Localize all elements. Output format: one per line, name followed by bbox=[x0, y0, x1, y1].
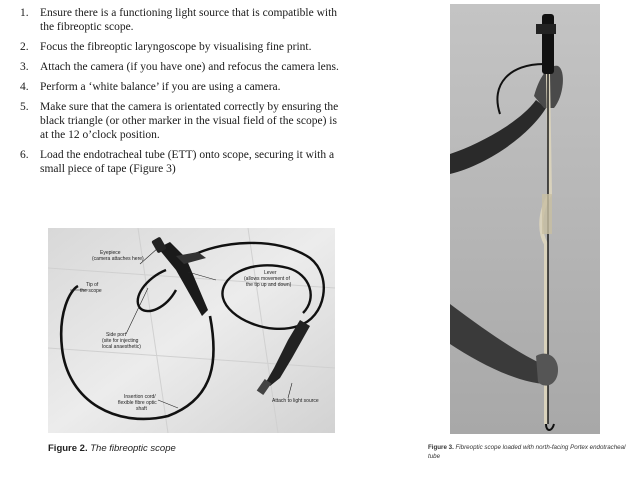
step-item: 2. Focus the fibreoptic laryngoscope by visualising fine print. bbox=[20, 41, 312, 53]
label-side-port: Side port bbox=[106, 332, 127, 338]
label-lever-note-2: the tip up and down) bbox=[246, 282, 292, 288]
label-light-source: Attach to light source bbox=[272, 398, 319, 404]
figure-2-caption: Figure 2. The fibreoptic scope bbox=[48, 443, 176, 454]
label-side-port-note-2: local anaesthetic) bbox=[102, 344, 141, 350]
label-insertion-cord-note-2: shaft bbox=[136, 406, 147, 412]
label-side-port-note-1: (site for injecting bbox=[102, 338, 139, 344]
step-text: Make sure that the camera is orientated correctly by ensuring the black triangle (or other marker in the visual field of the scope) is at the 12 o’clock position. bbox=[40, 101, 339, 141]
figure-2-scope-photo bbox=[48, 228, 335, 433]
step-item: 1. Ensure there is a functioning light source that is compatible with the fibreoptic scope. bbox=[20, 7, 338, 33]
figure-3-loaded-scope-photo bbox=[450, 4, 600, 434]
label-lever: Lever bbox=[264, 270, 277, 276]
step-text: Perform a ‘white balance’ if you are using a camera. bbox=[40, 81, 281, 93]
step-item: 4. Perform a ‘white balance’ if you are using a camera. bbox=[20, 81, 281, 93]
label-eyepiece: Eyepiece bbox=[100, 250, 121, 256]
step-item: 3. Attach the camera (if you have one) and refocus the camera lens. bbox=[20, 61, 339, 73]
step-text: Focus the fibreoptic laryngoscope by visualising fine print. bbox=[40, 41, 312, 53]
label-tip: Tip of bbox=[86, 282, 99, 288]
step-text: Attach the camera (if you have one) and refocus the camera lens. bbox=[40, 61, 339, 73]
step-item: 5. Make sure that the camera is orientated correctly by ensuring the black triangle (or other marker in the visual field of the scope) is at the 12 o’clock position. bbox=[20, 101, 339, 141]
figure-3-caption: Figure 3. Fibreoptic scope loaded with north-facing Portex endotracheal tube bbox=[428, 444, 626, 460]
step-text: Load the endotracheal tube (ETT) onto scope, securing it with a small piece of tape (Figure 3) bbox=[40, 149, 335, 175]
instruction-steps bbox=[0, 6, 420, 182]
label-insertion-cord: Insertion cord/ bbox=[124, 394, 156, 400]
label-eyepiece-note: (camera attaches here) bbox=[92, 256, 144, 262]
step-text: Ensure there is a functioning light source that is compatible with the fibreoptic scope. bbox=[40, 7, 338, 33]
label-insertion-cord-note-1: flexible fibre optic bbox=[118, 400, 157, 406]
label-lever-note-1: (allows movement of bbox=[244, 276, 290, 282]
label-tip-note: the scope bbox=[80, 288, 102, 294]
step-item: 6. Load the endotracheal tube (ETT) onto scope, securing it with a small piece of tape (Figure 3) bbox=[20, 149, 335, 175]
